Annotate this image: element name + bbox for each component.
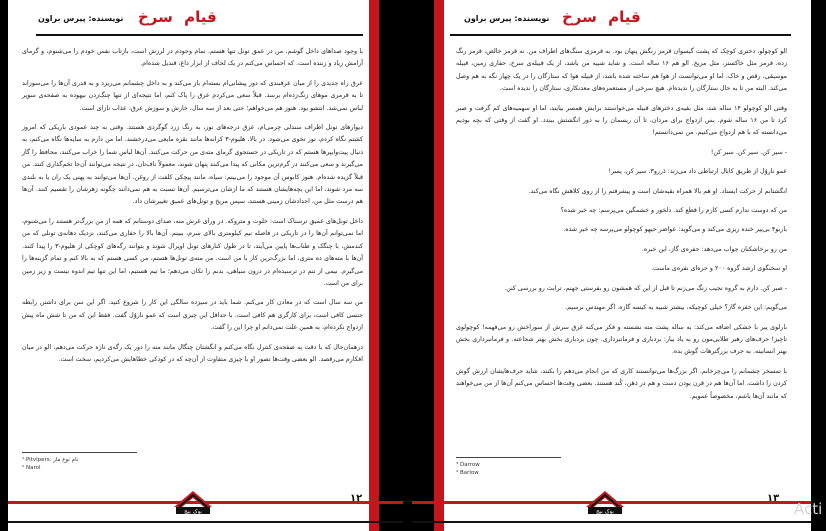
book-title xyxy=(138,8,217,26)
paragraph: او سخنگوی ارشد گروه ۲۰۰ و حره‌ای نفره‌ی ماست. xyxy=(651,265,787,273)
paragraph: عرق راه جدیدی را از میان عرقبندی که دور پیشانی‌ام بسته‌ام باز می‌کند و به داخل چشمانم می‌ریزد و به قدری آن‌ها را می‌سوزاند تا به قرمزی موهای زنگ‌زده‌ام برسد. قبلاً سعی می‌کردم عرق را پاک کنم، اما نتیجه‌ای از تنها چنگ‌زدن بیهوده به صفحه‌ی سوپر لباس نمی‌شد. انتشو بود. هنوز هم می‌خواهم؛ حتی بعد از سه سال، خارش و سوزش عرق، عذاب نازای است. xyxy=(22,79,363,112)
left-page xyxy=(8,0,403,531)
footnote: ⁴ Barlow xyxy=(456,470,479,476)
author-line: نویسنده: پیرس براون xyxy=(464,14,550,23)
page-gutter xyxy=(403,0,412,531)
paragraph: - صبر کن. دارم به گروه نجیب زنگ می‌زنم تا قبل از این که همشون رو بفرستی جهنم، ترابت رو بررسی کنن. xyxy=(504,284,787,292)
paragraph: الو کوچولو، دختری کوچک که پشت گیسوان قرمز رنگش پنهان بود. به قرمزی سنگ‌های اطراف من. نه قرمز خالص، قرمز رنگ زده، قرمز مثل خاکستر، مثل مریخ. الو هم ۱۶ ساله است. و شاید شبیه من باشد، از یک قبیله‌ی سرخ، حفاری زمین، قبیله موسیقی، رقص و خاک. اما او می‌توانست از هوا هم ساخته شده باشد، از قبیله هوا که ستارگان را در یک چهار نگه به هم وصل می‌کند. البته من تا به حال ستارگان را ندیده‌ام. هیچ سرخی از مستعمره‌های معدنکاری، ستارگان را ندیده است. xyxy=(456,48,787,93)
left-page-header xyxy=(8,6,403,36)
right-page-header xyxy=(412,6,811,36)
left-page-side-band xyxy=(379,0,403,531)
footnote-rule xyxy=(22,452,137,453)
paragraph: داخل تونل‌های عمیق ترسناک است: خلوت و متروکه. در ورای غرش مته، صدای دوستانم که همه از من بزرگ‌تر هستند را می‌شنوم، اما نمی‌توانم آن‌ها را در تاریکی در فاصله نیم کیلومتری بالای سرم، ببینم. آن‌ها بالا را حفاری می‌کنند، نزدیک دهانه‌ی تونلی که من کندمش، با چنگک و طناب‌ها پایین می‌آیند، تا در طول کنارهای تونل اوپرال شوند و بتوانند رگه‌های کوچکی از هلیوم-۳ را پیدا کنند. آن‌ها با مته‌های ده متری، اما بزرگ‌ترین کار با من است. من مته‌ی تونل‌ها هستم، من کسی هستم که به بالا کنم و تمام گزینه‌ها را می‌گیرم. نیمی از تنم در ترسیده‌ام در درون سیاهی، بدنم را تکان می‌دهم؛ ما تیم هستیم، اما این تنها تیم اندوه نیست و زیر زمین برای من است. xyxy=(22,217,363,287)
left-page-footer xyxy=(8,471,403,531)
footnote: ² Narol xyxy=(22,465,41,471)
book-title-word2: سرخ xyxy=(138,8,173,26)
paragraph: با وجود صداهای داخل گوشم، من در عمق تونل تنها هستم. تمام وجودم در لرزش است، بازتاب نفس خودم را می‌شنوم، و گرمای آرامش زیاد و زننده است. که احساس می‌کنم در یک لحاف از ابزار داغ، قندیل شده‌ام. xyxy=(22,48,363,68)
right-page-footer xyxy=(412,471,811,531)
book-title xyxy=(562,8,641,26)
header-rule xyxy=(36,34,363,36)
paragraph: درهمان‌حال که با دقت به صفحه‌ی کنترل نگاه می‌کنم و انگشتان چنگال مانند مته را دور یک رگه‌ی تازه حرکت می‌دهم، الو در میان افکارم می‌رقصد. الو بعضی وقت‌ها تصور او با چیزی متفاوت از آن‌چه که در کودکی خطاهایش می‌کردیم، سخت است. xyxy=(22,343,363,363)
paragraph: بارلوی پیر با خشکی اضافه می‌کند: به ساله پشت مته نشسته و فکر می‌کنه غرق سرش از سوراخش رو می‌فهمه! کوچولوی ناچیز! حرف‌های رهبر طلایی‌مون رو به یاد بیار: بردباری و فرمانبرداری. چون بردباری بخش بهتر شجاعته. و فرمانبرداری بخش بهتر انسانیته. به حرف بزرگترهات گوش بده. xyxy=(456,323,787,356)
footer-base-line xyxy=(8,521,403,523)
paragraph: من که دوست ندارم کسی کارم را قطع کند. دلخور و خشمگین می‌پرسم: چه خبر شده؟ xyxy=(560,207,787,215)
page-number: ۱۲ xyxy=(350,493,363,504)
page-number: ۱۳ xyxy=(767,493,780,504)
paragraph: من رو برخاشکنان جواب می‌دهد: حفره‌ی گاز، این خبره. xyxy=(641,245,787,253)
book-title-word2: سرخ xyxy=(562,8,597,26)
paragraph: انگشتانم از حرکت ایستاد. او هم بالا همراه بقیه‌شان است و پیشرفتم را از روی کلاهش نگاه می‌کند. xyxy=(528,187,787,195)
left-page-text xyxy=(22,46,363,373)
right-page-text xyxy=(456,46,787,410)
footer-base-line xyxy=(412,521,811,523)
author-line: نویسنده: پیرس براون xyxy=(38,14,124,23)
paragraph: من سه سال است که در معادن کار می‌کنم. شما باید در سیزده سالگی این کار را شروع کنید. اگر این سن برای داشتن رابطه جنسی کافی است، برای کارگری هم کافی است. با حداقل این چیزی است که عمو ناروُل گفت. فقط این که من تا شش ماه پیش ازدواج نکرده‌ام، به همین علت نمی‌دانم او چرا این را گفت. xyxy=(22,299,363,332)
paragraph: وقتی الو کوچولو ۱۴ ساله شد، مثل بقیه‌ی دخترهای قبیله می‌خواستند برایش همسر بیابند، اما او سهمیه‌های کم گرفت و صبر کرد تا من ۱۶ ساله شوم. بس ازدواج برای مردان، تا آن ریسمان را به دور انگشتش ببندد. او گفت از وقتی که بچه بودیم می‌دانسته که با هم ازدواج می‌کنیم. من نمی‌دانستم! xyxy=(456,104,787,137)
right-page-red-band xyxy=(434,0,444,531)
paragraph: با تمسخر چشمانم را می‌چرخانم. اگر بزرگ‌ها می‌توانستند کاری که من انجام می‌دهم را بکنند، شاید حرف‌هایشان ارزش گوش کردن را داشت. اما آن‌ها هم در قرن بودن دست و هم در ذهن، کُند هستند. بعضی وقت‌ها احساس می‌کنم آن‌ها از من می‌خواهند که مانند آن‌ها باشم، مخصوصاً عمویم. xyxy=(456,367,787,400)
left-page-red-band xyxy=(369,0,379,531)
publisher-logo-text: بوک بیج xyxy=(596,509,614,515)
footnote: ¹ Pitvipers: نام نوع مار xyxy=(22,457,79,463)
right-page xyxy=(412,0,811,531)
paragraph: عمو ناروُل از طریق کانال ارتباطی داد می‌زند: دَررو۳، سیر کن، پسر! xyxy=(608,168,787,176)
paragraph: - سیر کن. سیر کن. سیر کن! xyxy=(710,148,787,156)
footnote-rule xyxy=(456,457,561,458)
right-edge-bar xyxy=(811,0,826,531)
paragraph: باربو۴ بی‌پیر خنده ریزی می‌کند و می‌گوید: عواضر حیهو کوچولو می‌پرسه چه خبر شده. xyxy=(563,226,787,234)
book-title-word1: قیام xyxy=(184,8,217,26)
publisher-logo-text: بوک بیج xyxy=(184,509,202,515)
header-rule xyxy=(450,34,791,36)
right-page-side-band xyxy=(412,0,434,531)
paragraph: می‌گویم: این خفره گاز؟ خیلی کوچیکه، بیشتر شبیه به کیسه گازه. اگر مهندس برسیم. xyxy=(565,304,787,312)
left-footnotes xyxy=(22,456,78,472)
paragraph: دیوارهای تونل اطراف سندلی چرمی‌ام، عرق درجه‌های نور، به رنگ زرد گوگردی هستند. وقتی به چند عمودی باریکی که امروز کشتم نگاه کردم، تور نحوی می‌شود. در بالا، هلیوم-۳ کرانه‌ها مانند نقره مایعی می‌درخشند. اما من دارم به سایه‌ها نگاه می‌کنم، به دنبال پیت‌وایپرها هستم که در تاریکی در جستجوی گرمای مته‌ی من حرکت می‌کنند. آن‌ها لباس شما را خراب می‌کنند، محافظ را گاز می‌گیرند و سعی می‌کنند در گرم‌ترین مکانی که پیدا می‌کنند پنهان شوند، معمولاً ناف‌تان، در نتیجه می‌توانند آن‌جا تخم‌گذاری کنند. من قبلاً گزیده شده‌ام. هنوز کابوس آن موجود را می‌بینم: سیاه، مانند پیچکی کلفت از روغن. آن‌ها می‌توانند به پهنی یک ران یا به بلندی سه مرد شوند، اما این بچه‌هایشان هستند که ما ازشان می‌ترسیم. آن‌ها نسبت به هم نمی‌دانند چگونه زهرشان را تقسیم کنند. آن‌ها هم درست مثل من، اجدادشان زمینی هستند، سپس مریخ و تونل‌های عمیق تغییرشان داد. xyxy=(22,124,364,206)
left-edge-bar xyxy=(0,0,8,531)
publisher-logo xyxy=(582,485,628,515)
footnote: ³ Darrow xyxy=(456,462,480,468)
os-activation-watermark: Acti xyxy=(794,500,823,518)
publisher-logo xyxy=(170,485,216,515)
book-title-word1: قیام xyxy=(608,8,641,26)
